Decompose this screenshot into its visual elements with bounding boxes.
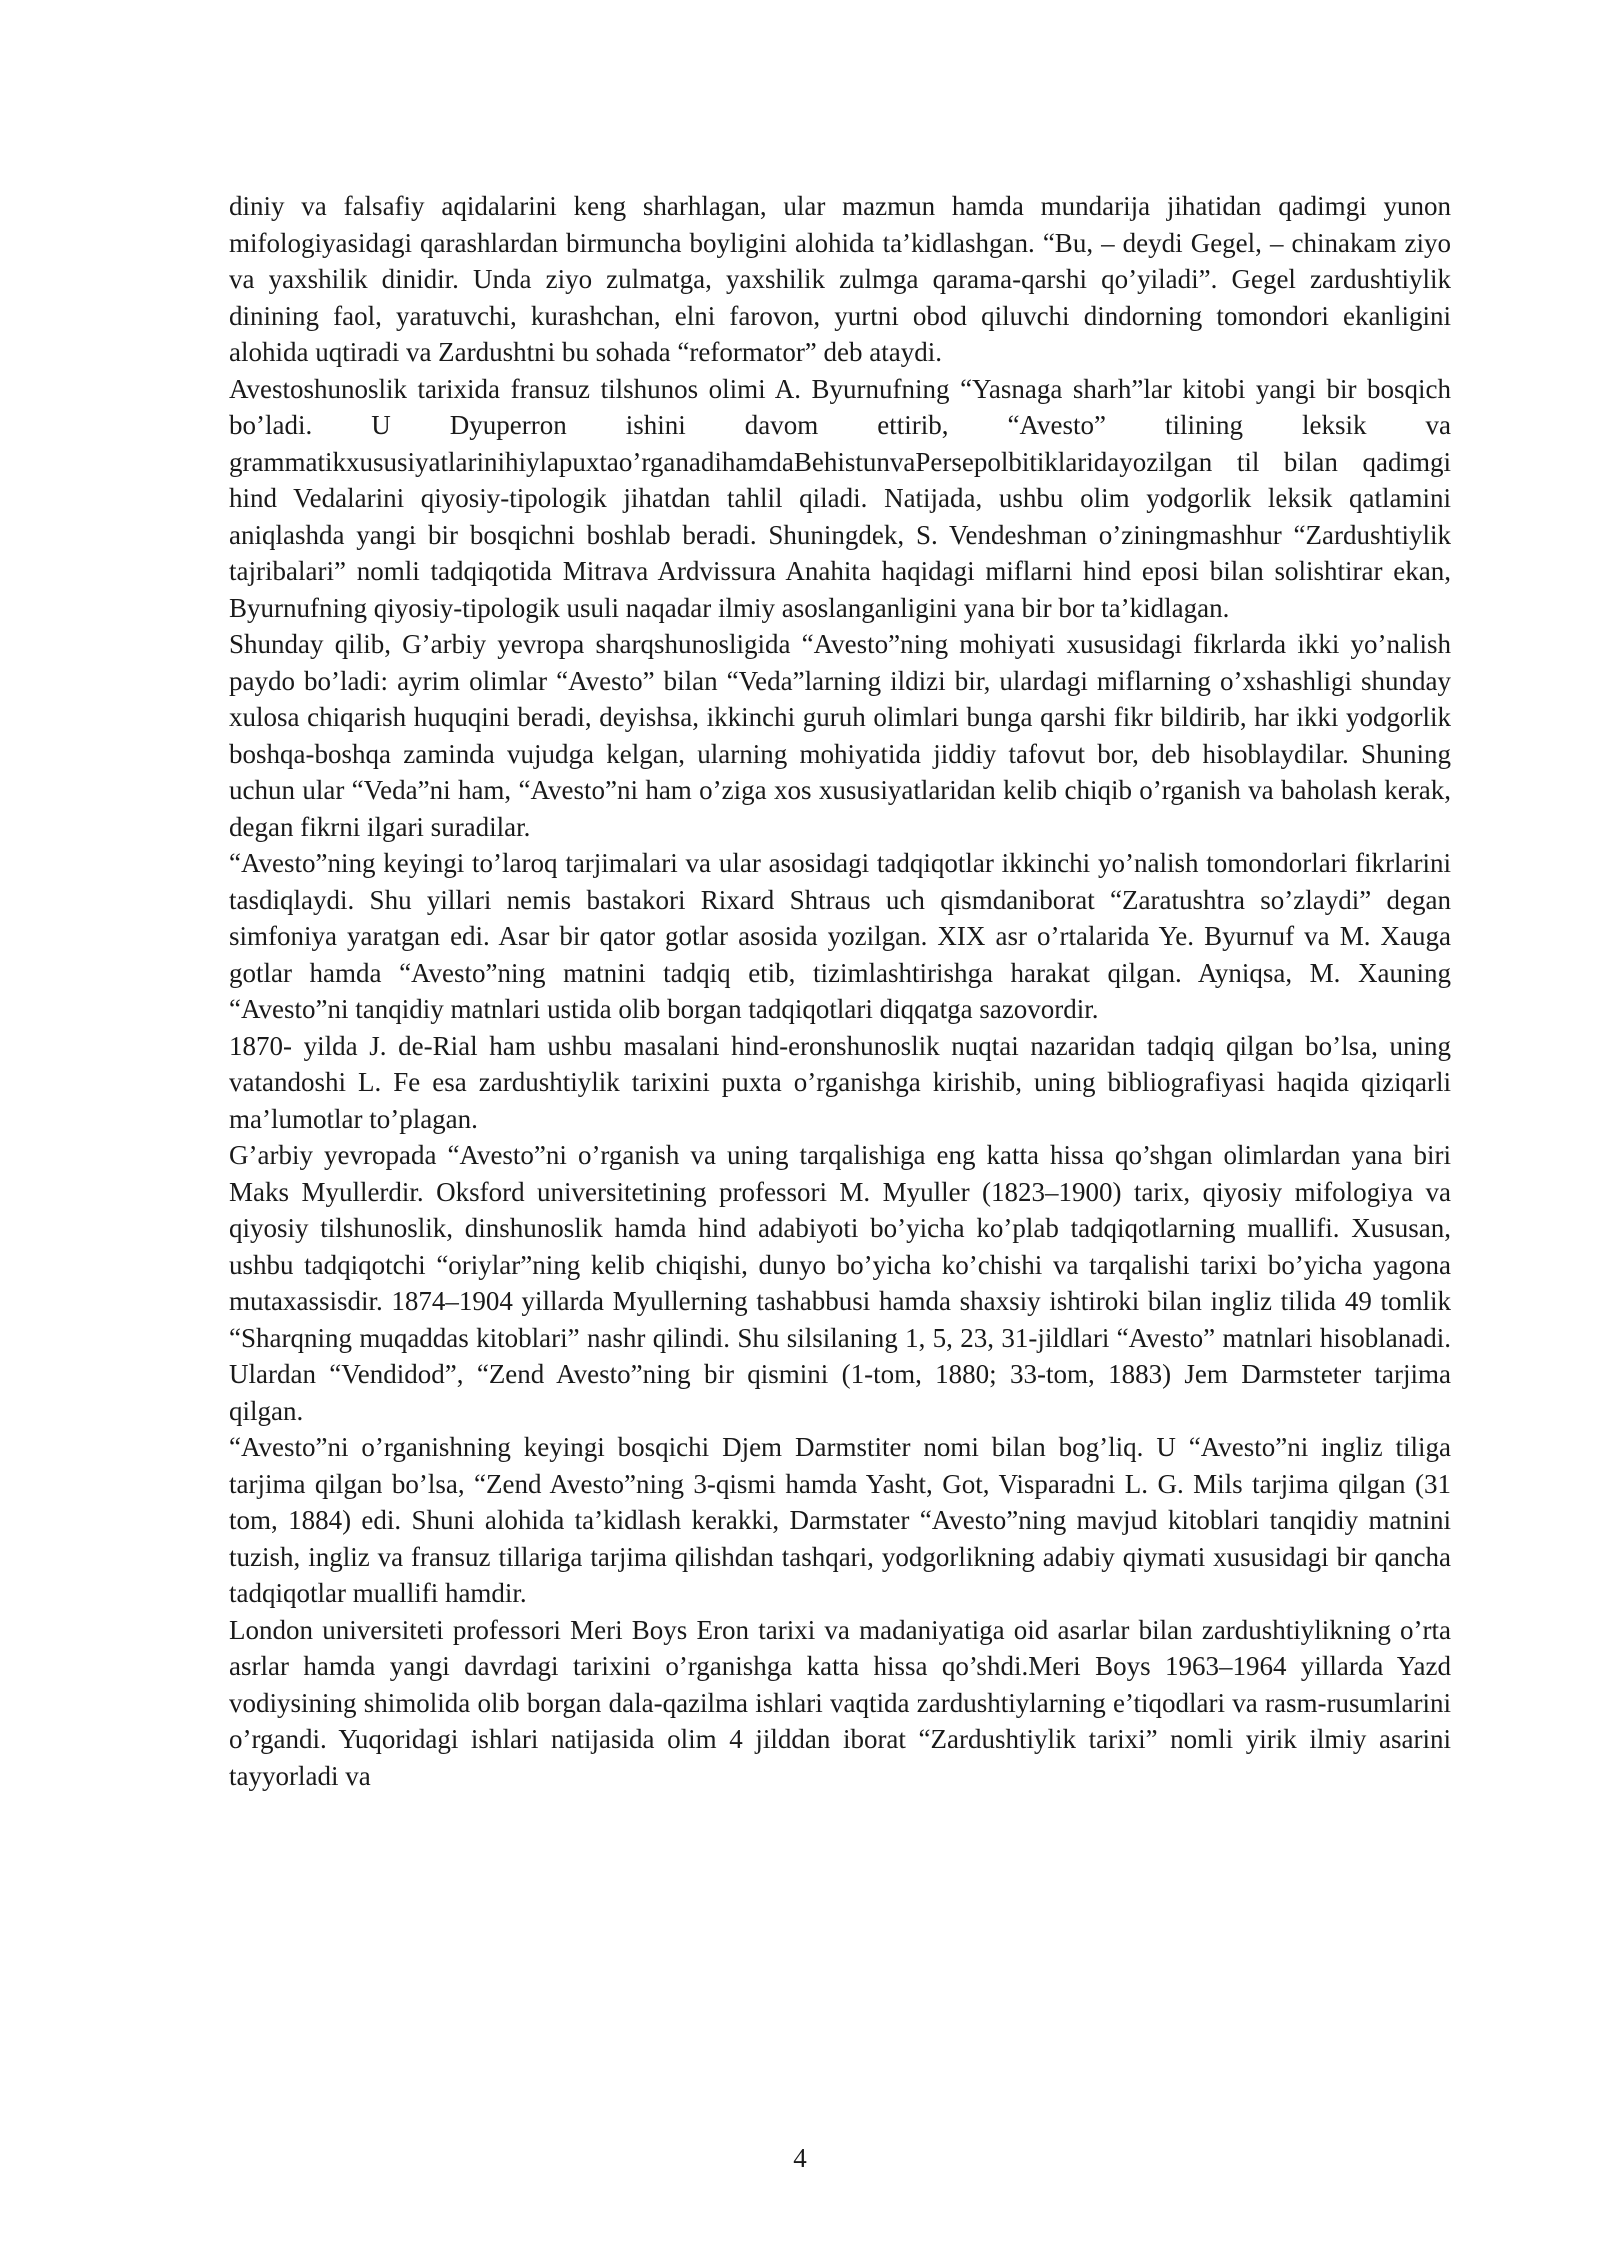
page-body: [229, 188, 1451, 1794]
paragraph: “Avesto”ni o’rganishning keyingi bosqichi Djem Darmstiter nomi bilan bog’liq. U “Avesto”ni ingliz tiliga tarjima qilgan bo’lsa, “Zend Avesto”ning 3-qismi hamda Yasht, Got, Visparadni L. G. Mils tarjima qilgan (31 tom, 1884) edi. Shuni alohida ta’kidlash kerakki, Darmstater “Avesto”ning mavjud kitoblari tanqidiy matnini tuzish, ingliz va fransuz tillariga tarjima qilishdan tashqari, yodgorlikning adabiy qiymati xususidagi bir qancha tadqiqotlar muallifi hamdir.: [229, 1432, 1451, 1608]
paragraph: “Avesto”ning keyingi to’laroq tarjimalari va ular asosidagi tadqiqotlar ikkinchi yo’nalish tomondorlari fikrlarini tasdiqlaydi. Shu yillari nemis bastakori Rixard Shtraus uch qismdaniborat “Zaratushtra so’zlaydi” degan simfoniya yaratgan edi. Asar bir qator gotlar asosida yozilgan. XIX asr o’rtalarida Ye. Byurnuf va M. Xauga gotlar hamda “Avesto”ning matnini tadqiq etib, tizimlashtirishga harakat qilgan. Ayniqsa, M. Xauning “Avesto”ni tanqidiy matnlari ustida olib borgan tadqiqotlari diqqatga sazovordir.: [229, 848, 1451, 1024]
paragraph: 1870- yilda J. de-Rial ham ushbu masalani hind-eronshunoslik nuqtai nazaridan tadqiq qilgan bo’lsa, uning vatandoshi L. Fe esa zardushtiylik tarixini puxta o’rganishga kirishib, uning bibliografiyasi haqida qiziqarli ma’lumotlar to’plagan.: [229, 1030, 1451, 1134]
page-number: 4: [793, 2143, 807, 2173]
paragraph: Avestoshunoslik tarixida fransuz tilshunos olimi A. Byurnufning “Yasnaga sharh”lar kitobi yangi bir bosqich bo’ladi. U Dyuperron ishini davom ettirib, “Avesto” tilining leksik va grammatikxususiyatlarinihiylapuxtao’rganadihamdaBehistunvaPersepolbitiklaridayozilgan til bilan qadimgi hind Vedalarini qiyosiy-tipologik jihatdan tahlil qiladi. Natijada, ushbu olim yodgorlik leksik qatlamini aniqlashda yangi bir bosqichni boshlab beradi. Shuningdek, S. Vendeshman o’ziningmashhur “Zardushtiylik tajribalari” nomli tadqiqotida Mitrava Ardvissura Anahita haqidagi miflarni hind eposi bilan solishtirar ekan, Byurnufning qiyosiy-tipologik usuli naqadar ilmiy asoslanganligini yana bir bor ta’kidlagan.: [229, 373, 1451, 623]
paragraph: diniy va falsafiy aqidalarini keng sharhlagan, ular mazmun hamda mundarija jihatidan qadimgi yunon mifologiyasidagi qarashlardan birmuncha boyligini alohida ta’kidlashgan. “Bu, – deydi Gegel, – chinakam ziyo va yaxshilik dinidir. Unda ziyo zulmatga, yaxshilik zulmga qarama-qarshi qo’yiladi”. Gegel zardushtiylik dinining faol, yaratuvchi, kurashchan, elni farovon, yurtni obod qiluvchi dindorning tomondori ekanligini alohida uqtiradi va Zardushtni bu sohada “reformator” deb ataydi.: [229, 191, 1451, 367]
paragraph: Shunday qilib, G’arbiy yevropa sharqshunosligida “Avesto”ning mohiyati xususidagi fikrlarda ikki yo’nalish paydo bo’ladi: ayrim olimlar “Avesto” bilan “Veda”larning ildizi bir, ulardagi miflarning o’xshashligi shunday xulosa chiqarish huquqini beradi, deyishsa, ikkinchi guruh olimlari bunga qarshi fikr bildirib, har ikki yodgorlik boshqa-boshqa zaminda vujudga kelgan, ularning mohiyatida jiddiy tafovut bor, deb hisoblaydilar. Shuning uchun ular “Veda”ni ham, “Avesto”ni ham o’ziga xos xususiyatlaridan kelib chiqib o’rganish va baholash kerak, degan fikrni ilgari suradilar.: [229, 629, 1451, 842]
paragraph: G’arbiy yevropada “Avesto”ni o’rganish va uning tarqalishiga eng katta hissa qo’shgan olimlardan yana biri Maks Myullerdir. Oksford universitetining professori M. Myuller (1823–1900) tarix, qiyosiy mifologiya va qiyosiy tilshunoslik, dinshunoslik hamda hind adabiyoti bo’yicha ko’plab tadqiqotlarning muallifi. Xususan, ushbu tadqiqotchi “oriylar”ning kelib chiqishi, dunyo bo’yicha ko’chishi va tarqalishi tarixi bo’yicha yagona mutaxassisdir. 1874–1904 yillarda Myullerning tashabbusi hamda shaxsiy ishtiroki bilan ingliz tilida 49 tomlik “Sharqning muqaddas kitoblari” nashr qilindi. Shu silsilaning 1, 5, 23, 31-jildlari “Avesto” matnlari hisoblanadi. Ulardan “Vendidod”, “Zend Avesto”ning bir qismini (1-tom, 1880; 33-tom, 1883) Jem Darmsteter tarjima qilgan.: [229, 1140, 1451, 1426]
paragraph: London universiteti professori Meri Boys Eron tarixi va madaniyatiga oid asarlar bilan zardushtiylikning o’rta asrlar hamda yangi davrdagi tarixini o’rganishga katta hissa qo’shdi.Meri Boys 1963–1964 yillarda Yazd vodiysining shimolida olib borgan dala-qazilma ishlari vaqtida zardushtiylarning e’tiqodlari va rasm-rusumlarini o’rgandi. Yuqoridagi ishlari natijasida olim 4 jilddan iborat “Zardushtiylik tarixi” nomli yirik ilmiy asarini tayyorladi va: [229, 1614, 1451, 1791]
